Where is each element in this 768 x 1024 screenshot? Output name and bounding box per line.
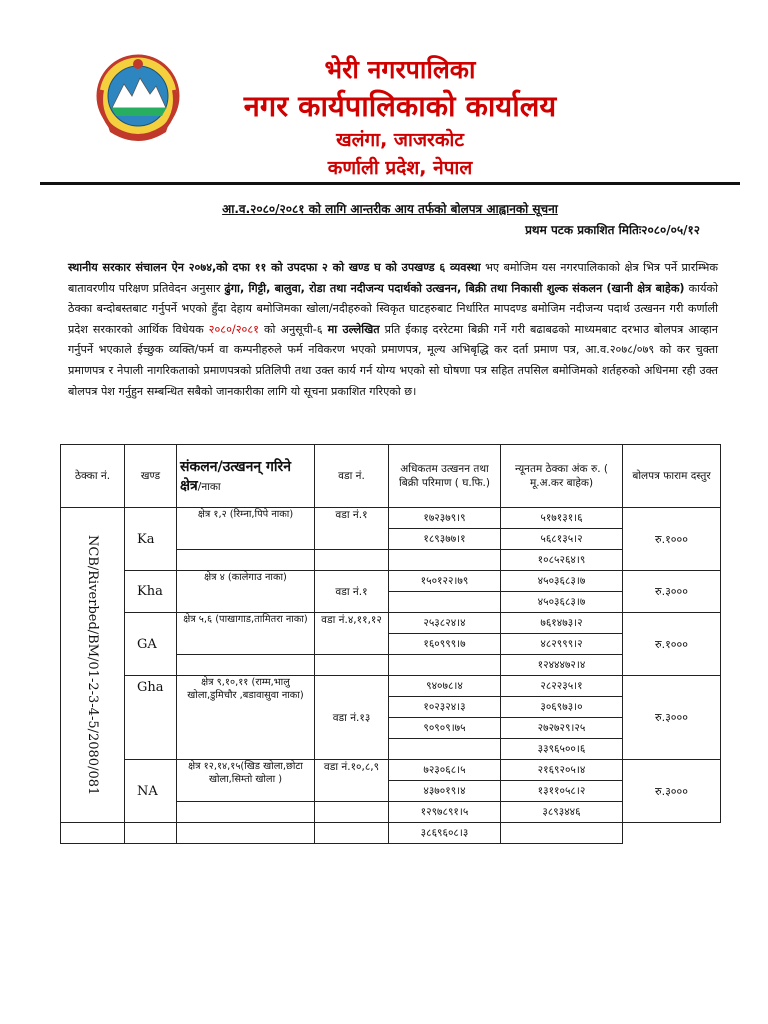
header-divider <box>40 182 740 185</box>
area-cell: क्षेत्र १२,१४,१५(खिड खोला,छोटा खोला,सिम्तो खोला ) <box>177 760 315 802</box>
fee-cell: रु.१००० <box>623 613 721 676</box>
table-row <box>61 823 721 844</box>
max-qty-cell: १८९३७७।१ <box>389 529 501 550</box>
area-cell: क्षेत्र ९,१०,११ (राम्म,भालु खोला,डुमिचौर ,बडावासुवा नाका) <box>177 676 315 760</box>
ward-cell: वडा नं.१ <box>315 571 389 613</box>
nepal-government-emblem <box>92 50 184 150</box>
max-qty-cell: २५३८२४।४ <box>389 613 501 634</box>
block-label: GA <box>125 613 177 676</box>
publication-date: प्रथम पटक प्रकाशित मितिः२०८०/०५/१२ <box>525 223 700 237</box>
total-cell: १०८५२६४।९ <box>501 550 623 571</box>
col-ward: वडा नं. <box>315 445 389 508</box>
col-contract-no: ठेक्का नं. <box>61 445 125 508</box>
area-cell: क्षेत्र ५,६ (पाखागाड,तामितरा नाका) <box>177 613 315 655</box>
max-qty-cell: ४३७०१९।४ <box>389 781 501 802</box>
legal-reference: स्थानीय सरकार संचालन ऐन २०७४,को दफा ११ को उपदफा २ को खण्ड घ को उपखण्ड ६ व्यवस्था <box>68 261 481 274</box>
min-amount-cell: ४५०३६८३।७ <box>501 571 623 592</box>
block-label: Gha <box>125 676 177 760</box>
max-qty-cell: १२९७८९१।५ <box>389 802 501 823</box>
notice-body: स्थानीय सरकार संचालन ऐन २०७४,को दफा ११ को उपदफा २ को खण्ड घ को उपखण्ड ६ व्यवस्था भए बमोजिम यस नगरपालिकाको क्षेत्र भित्र पर्ने प्रारम्भिक बातावरणीय परिक्षण प्रतिवेदन अनुसार ढुंगा, गिट्टी, बालुवा, रोडा तथा नदीजन्य पदार्थको उत्खनन, बिक्री तथा निकासी शुल्क संकलन (खानी क्षेत्र बाहेक) कार्यको ठेक्का बन्दोबस्तबाट गर्नुपर्ने भएकाे हुँदा देहाय बमोजिमका खोला/नदीहरुको स्विकृत घाटहरुबाट निर्धारित मापदण्ड बमोजिम नदीजन्य पदार्थ उत्खनन गरी कर्णाली प्रदेश सरकारको आर्थिक विधेयक २०८०/२०८१ को अनुसूची-६ मा उल्लेखित प्रति ईकाइ दररेटमा बिक्री गर्ने गरी बढाबढको माध्यमबाट दरभाउ बोलपत्र आव्हान गर्नुपर्ने भएकाले ईच्छुक व्यक्ति/फर्म वा कम्पनीहरुले फर्म नविकरण भएको प्रमाणपत्र, मूल्य अभिबृद्धि कर दर्ता प्रमाण पत्र, आ.व.२०७८/०७९ को कर चुक्ता प्रमाणपत्र र नेपाली नागरिकताको प्रमाणपत्रको प्रतिलिपी तथा उक्त कार्य गर्न योग्य भएको सो घोषणा पत्र सहित तपसिल बमोजिमको शर्तहरुको अधिनमा रही उक्त बोलपत्र पेश गर्नुहुन सम्बन्धित सबैको जानकारीका लागि यो सूचना प्रकाशित गरिएको छ। <box>68 261 719 398</box>
total-cell: ३८६९६०८।३ <box>389 823 501 844</box>
contract-number: NCB/Riverbed/BM/01-2-3-4-5/2080/081 <box>85 534 100 796</box>
area-cell: क्षेत्र १,२ (रिम्ना,पिपे नाका) <box>177 508 315 550</box>
block-label: Kha <box>125 571 177 613</box>
work-description: ढुंगा, गिट्टी, बालुवा, रोडा तथा नदीजन्य पदार्थको उत्खनन, बिक्री तथा निकासी शुल्क संकलन (खानी क्षेत्र बाहेक) <box>224 281 685 295</box>
min-amount-cell: ७६१४७३।२ <box>501 613 623 634</box>
max-qty-cell: १५०१२२।७९ <box>389 571 501 592</box>
fee-cell: रु.३००० <box>623 571 721 613</box>
ward-cell: वडा नं.१३ <box>315 676 389 760</box>
min-amount-cell: २७२७२९।२५ <box>501 718 623 739</box>
area-cell: क्षेत्र ४ (कालेगाउ नाका) <box>177 571 315 613</box>
table-row <box>61 571 721 592</box>
table-row <box>61 676 721 697</box>
max-qty-cell: १६०९९९।७ <box>389 634 501 655</box>
municipality-name: भेरी नगरपालिका <box>324 55 476 84</box>
min-amount-cell: २८२२३५।१ <box>501 676 623 697</box>
ward-cell: वडा नं.१०,८,९ <box>315 760 389 802</box>
block-label: NA <box>125 760 177 823</box>
fee-cell: रु.३००० <box>623 676 721 760</box>
table-row <box>61 760 721 781</box>
col-area: संकलन/उत्खनन् गरिने क्षेत्र/नाका <box>177 445 315 508</box>
min-amount-cell: ५१७१३१।६ <box>501 508 623 529</box>
block-label: Ka <box>125 508 177 571</box>
max-qty-cell: ९४०७८।४ <box>389 676 501 697</box>
col-block: खण्ड <box>125 445 177 508</box>
contract-number-cell <box>61 508 125 823</box>
col-form-fee: बोलपत्र फाराम दस्तुर <box>623 445 721 508</box>
min-amount-cell: १३११०५८।२ <box>501 781 623 802</box>
max-qty-cell: १७२३७९।९ <box>389 508 501 529</box>
min-amount-cell: ४८२९९९।२ <box>501 634 623 655</box>
max-qty-cell: १०२३२४।३ <box>389 697 501 718</box>
max-qty-cell: ७२३०६८।५ <box>389 760 501 781</box>
col-max-quantity: अधिकतम उत्खनन तथा बिक्री परिमाण ( घ.फि.) <box>389 445 501 508</box>
table-row <box>61 508 721 529</box>
office-location: खलंगा, जाजरकोट <box>336 129 464 151</box>
max-qty-cell: ९०९०९।७५ <box>389 718 501 739</box>
tender-table <box>60 444 721 844</box>
fiscal-year: २०८०/२०८१ <box>208 322 259 336</box>
min-amount-cell: ५६८१३५।२ <box>501 529 623 550</box>
fee-cell: रु.३००० <box>623 760 721 823</box>
min-amount-cell: २१६९२०५।४ <box>501 760 623 781</box>
total-cell: ४५०३६८३।७ <box>501 592 623 613</box>
province-name: कर्णाली प्रदेश, नेपाल <box>327 157 473 179</box>
ward-cell: वडा नं.१ <box>315 508 389 550</box>
col-min-amount: न्यूनतम ठेक्का अंक रु. ( मू.अ.कर बाहेक) <box>501 445 623 508</box>
table-row <box>61 613 721 634</box>
office-name: नगर कार्यपालिकाको कार्यालय <box>243 89 557 123</box>
table-header-row <box>61 445 721 508</box>
fee-cell: रु.१००० <box>623 508 721 571</box>
total-cell: १२४४४७२।४ <box>501 655 623 676</box>
min-amount-cell: ३०६९७३।० <box>501 697 623 718</box>
min-amount-cell: ३८९३४४६ <box>501 802 623 823</box>
total-cell: ३३९६५००।६ <box>501 739 623 760</box>
notice-title: आ.व.२०८०/२०८१ को लागि आन्तरीक आय तर्फको बोलपत्र आह्वानको सूचना <box>222 202 558 216</box>
ward-cell: वडा नं.४,११,१२ <box>315 613 389 655</box>
